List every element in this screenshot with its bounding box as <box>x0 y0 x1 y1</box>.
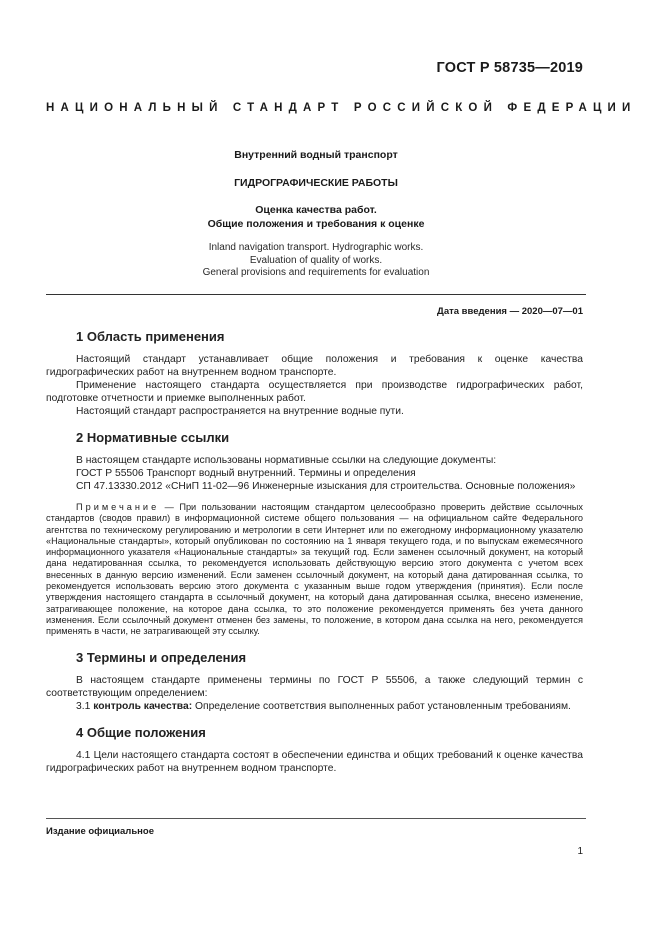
paragraph: СП 47.13330.2012 «СНиП 11-02—96 Инженерные изыскания для строительства. Основные положения» <box>76 481 576 492</box>
paragraph: ГОСТ Р 55506 Транспорт водный внутренний. Термины и определения <box>76 468 416 479</box>
section-heading: 2 Нормативные ссылки <box>76 430 230 445</box>
section-general-provisions <box>46 725 583 775</box>
title-subtitle <box>46 203 586 231</box>
section-terms <box>46 650 583 713</box>
section-normative-references <box>46 430 583 638</box>
section-heading: 4 Общие положения <box>76 724 206 740</box>
national-standard-heading: НАЦИОНАЛЬНЫЙ СТАНДАРТ РОССИЙСКОЙ ФЕДЕРАЦИИ <box>46 102 637 114</box>
document-body <box>46 329 583 787</box>
header-divider <box>46 294 586 295</box>
title-line-4: Общие положения и требования к оценке <box>207 218 425 230</box>
title-line-3: Оценка качества работ. <box>255 204 377 216</box>
english-title-line-3: General provisions and requirements for evaluation <box>202 267 430 278</box>
english-title-line-1: Inland navigation transport. Hydrographic works. <box>208 242 424 253</box>
note <box>46 502 583 638</box>
paragraph: 4.1 Цели настоящего стандарта состоят в обеспечении единства и общих требований к оценке качества гидрографических работ на внутреннем водном транспорте. <box>46 749 583 774</box>
section-heading: 3 Термины и определения <box>76 649 247 665</box>
section-heading: 1 Область применения <box>76 329 225 344</box>
official-edition-label: Издание официальное <box>46 826 154 837</box>
paragraph: В настоящем стандарте использованы нормативные ссылки на следующие документы: <box>76 455 497 466</box>
english-title <box>46 242 586 280</box>
term-number: 3.1 <box>76 700 94 712</box>
note-label: Примечание <box>76 502 160 512</box>
title-line-1: Внутренний водный транспорт <box>234 149 398 161</box>
title-line-2: ГИДРОГРАФИЧЕСКИЕ РАБОТЫ <box>234 177 398 189</box>
paragraph: В настоящем стандарте применены термины по ГОСТ Р 55506, а также следующий термин с соответствующим определением: <box>46 674 583 699</box>
footer-divider <box>46 818 586 819</box>
term-definition <box>46 700 583 713</box>
paragraph: Применение настоящего стандарта осуществляется при производстве гидрографических работ, подготовке отчетности и приемке выполненных работ. <box>46 380 583 404</box>
term: контроль качества: <box>93 700 193 712</box>
term-text: Определение соответствия выполненных работ установленным требованиям. <box>192 700 571 712</box>
page-number: 1 <box>577 846 583 857</box>
paragraph: Настоящий стандарт распространяется на внутренние водные пути. <box>76 406 404 417</box>
english-title-line-2: Evaluation of quality of works. <box>249 254 383 266</box>
paragraph: Настоящий стандарт устанавливает общие положения и требования к оценке качества гидрографических работ на внутреннем водном транспорте. <box>46 354 583 378</box>
introduction-date: Дата введения — 2020—07—01 <box>437 306 583 317</box>
section-scope <box>46 329 583 418</box>
standard-code: ГОСТ Р 58735—2019 <box>436 60 583 76</box>
note-text: — При пользовании настоящим стандартом целесообразно проверить действие ссылочных стандартов (сводов правил) в информационной системе общего пользования — на официальном сайте Федерального агентства по техническому регулированию и метрологии в сети Интернет или по ежегодному информационному указателю «Национальные стандарты», который опубликован по состоянию на 1 января текущего года, и по выпускам ежемесячного информационного указателя «Национальные стандарты» за текущий год. Если заменен ссылочный документ, на который дана недатированная ссылка, то рекомендуется использовать действующую версию этого документа с учетом всех внесенных в данную версию изменений. Если заменен ссылочный документ, на который дана датированная ссылка, то рекомендуется использовать версию этого документа с указанным выше годом утверждения (принятия). Если после утверждения настоящего стандарта в ссылочный документ, на который дана датированная ссылка, внесено изменение, затрагивающее положение, на которое дана ссылка, то это положение рекомендуется применять без учета данного изменения. Если ссылочный документ отменен без замены, то положение, в котором дана ссылка на него, рекомендуется применять в части, не затрагивающей эту ссылку. <box>46 502 583 637</box>
